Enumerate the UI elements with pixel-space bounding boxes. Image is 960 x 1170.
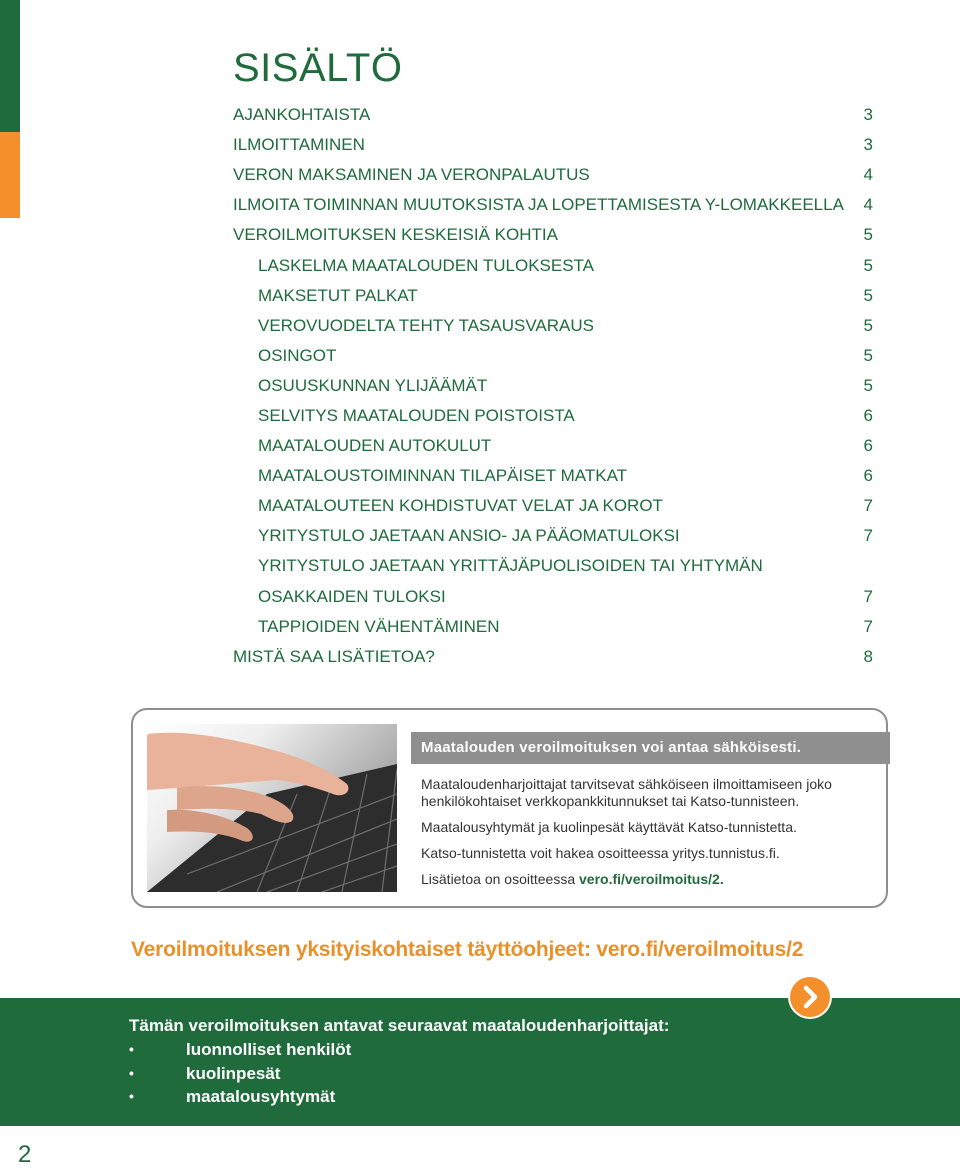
list-item: [129, 1085, 351, 1109]
toc-page: 5: [863, 225, 873, 245]
toc-subrow[interactable]: [233, 461, 873, 491]
list-item: [129, 1038, 351, 1062]
list-item-label: kuolinpesät: [186, 1063, 281, 1083]
toc-label: OSUUSKUNNAN YLIJÄÄMÄT: [258, 375, 488, 395]
toc-page: 6: [863, 436, 873, 456]
toc-subrow[interactable]: [233, 521, 873, 551]
toc-label: SELVITYS MAATALOUDEN POISTOISTA: [258, 405, 575, 425]
toc-subrow[interactable]: [233, 551, 873, 581]
toc-subrow[interactable]: [233, 582, 873, 612]
instructions-headline[interactable]: Veroilmoituksen yksityiskohtaiset täyttöohjeet: vero.fi/veroilmoitus/2: [131, 938, 804, 961]
toc-label: MAATALOUDEN AUTOKULUT: [258, 436, 492, 456]
table-of-contents: [233, 100, 873, 672]
toc-subrow[interactable]: [233, 612, 873, 642]
toc-page: 5: [863, 315, 873, 335]
veroilmoitus-link[interactable]: vero.fi/veroilmoitus/2.: [579, 871, 724, 887]
info-paragraph: Maataloudenharjoittajat tarvitsevat sähköiseen ilmoittamiseen joko henkilökohtaiset verkkopankkitunnukset tai Katso-tunnisteen.: [421, 776, 832, 809]
toc-label: MAATALOUSTOIMINNAN TILAPÄISET MATKAT: [258, 466, 628, 486]
list-item-label: luonnolliset henkilöt: [186, 1040, 352, 1059]
toc-label: VEROVUODELTA TEHTY TASAUSVARAUS: [258, 315, 594, 335]
arrow-button[interactable]: [790, 977, 830, 1017]
toc-page: 6: [863, 466, 873, 486]
info-paragraph: [421, 871, 886, 888]
toc-label: OSAKKAIDEN TULOKSI: [258, 586, 446, 606]
toc-row[interactable]: [233, 100, 873, 130]
band-lead-text: Tämän veroilmoituksen antavat seuraavat maataloudenharjoittajat:: [129, 1016, 670, 1035]
info-link-prefix: Lisätietoa on osoitteessa: [421, 871, 579, 887]
toc-row[interactable]: [233, 642, 873, 672]
toc-subrow[interactable]: [233, 250, 873, 280]
toc-label: LASKELMA MAATALOUDEN TULOKSESTA: [258, 255, 595, 275]
toc-row[interactable]: [233, 130, 873, 160]
side-accent-green: [0, 0, 20, 132]
toc-subrow[interactable]: [233, 491, 873, 521]
info-box-header: Maatalouden veroilmoituksen voi antaa sähköisesti.: [411, 732, 890, 764]
toc-page: 3: [863, 135, 873, 155]
toc-page: 5: [863, 285, 873, 305]
toc-label: VERON MAKSAMINEN JA VERONPALAUTUS: [233, 165, 590, 185]
toc-row[interactable]: [233, 190, 873, 220]
toc-subrow[interactable]: [233, 281, 873, 311]
toc-page: 5: [863, 345, 873, 365]
info-box-text: [421, 776, 886, 897]
list-item: [129, 1062, 351, 1086]
toc-subrow[interactable]: [233, 371, 873, 401]
toc-label: MAATALOUTEEN KOHDISTUVAT VELAT JA KOROT: [258, 496, 663, 516]
toc-label: MISTÄ SAA LISÄTIETOA?: [233, 646, 435, 666]
toc-page: 5: [863, 255, 873, 275]
toc-page: 4: [863, 195, 873, 215]
toc-page: 7: [863, 496, 873, 516]
info-paragraph: Katso-tunnistetta voit hakea osoitteessa yritys.tunnistus.fi.: [421, 845, 780, 861]
toc-page: 5: [863, 375, 873, 395]
side-accent-orange: [0, 132, 20, 218]
toc-label: YRITYSTULO JAETAAN ANSIO- JA PÄÄOMATULOKSI: [258, 526, 680, 546]
toc-label: TAPPIOIDEN VÄHENTÄMINEN: [258, 616, 500, 636]
toc-label: ILMOITA TOIMINNAN MUUTOKSISTA JA LOPETTAMISESTA Y-LOMAKKEELLA: [233, 195, 844, 215]
bullet: •: [129, 1041, 134, 1057]
keyboard-photo: [147, 724, 397, 892]
toc-page: 7: [863, 526, 873, 546]
toc-label: AJANKOHTAISTA: [233, 105, 371, 125]
toc-page: 8: [863, 646, 873, 666]
toc-page: 3: [863, 105, 873, 125]
toc-page: 7: [863, 616, 873, 636]
toc-row[interactable]: [233, 220, 873, 250]
toc-subrow[interactable]: [233, 341, 873, 371]
toc-subrow[interactable]: [233, 401, 873, 431]
toc-row[interactable]: [233, 160, 873, 190]
toc-label: OSINGOT: [258, 345, 337, 365]
toc-page: 6: [863, 405, 873, 425]
toc-page: 7: [863, 586, 873, 606]
toc-page: 4: [863, 165, 873, 185]
toc-label: ILMOITTAMINEN: [233, 135, 365, 155]
toc-label: MAKSETUT PALKAT: [258, 285, 418, 305]
toc-label: YRITYSTULO JAETAAN YRITTÄJÄPUOLISOIDEN TAI YHTYMÄN: [258, 556, 763, 576]
page-number: 2: [18, 1141, 32, 1168]
bullet: •: [129, 1064, 134, 1081]
bullet: •: [129, 1088, 134, 1104]
chevron-right-icon: [798, 985, 822, 1009]
filer-list: [129, 1038, 351, 1109]
toc-label: VEROILMOITUKSEN KESKEISIÄ KOHTIA: [233, 225, 558, 245]
list-item-label: maatalousyhtymät: [186, 1087, 336, 1106]
toc-subrow[interactable]: [233, 311, 873, 341]
page-title: SISÄLTÖ: [233, 46, 403, 90]
info-paragraph: Maatalousyhtymät ja kuolinpesät käyttävät Katso-tunnistetta.: [421, 819, 797, 835]
toc-subrow[interactable]: [233, 431, 873, 461]
keyboard-hand-illustration: [147, 724, 397, 892]
